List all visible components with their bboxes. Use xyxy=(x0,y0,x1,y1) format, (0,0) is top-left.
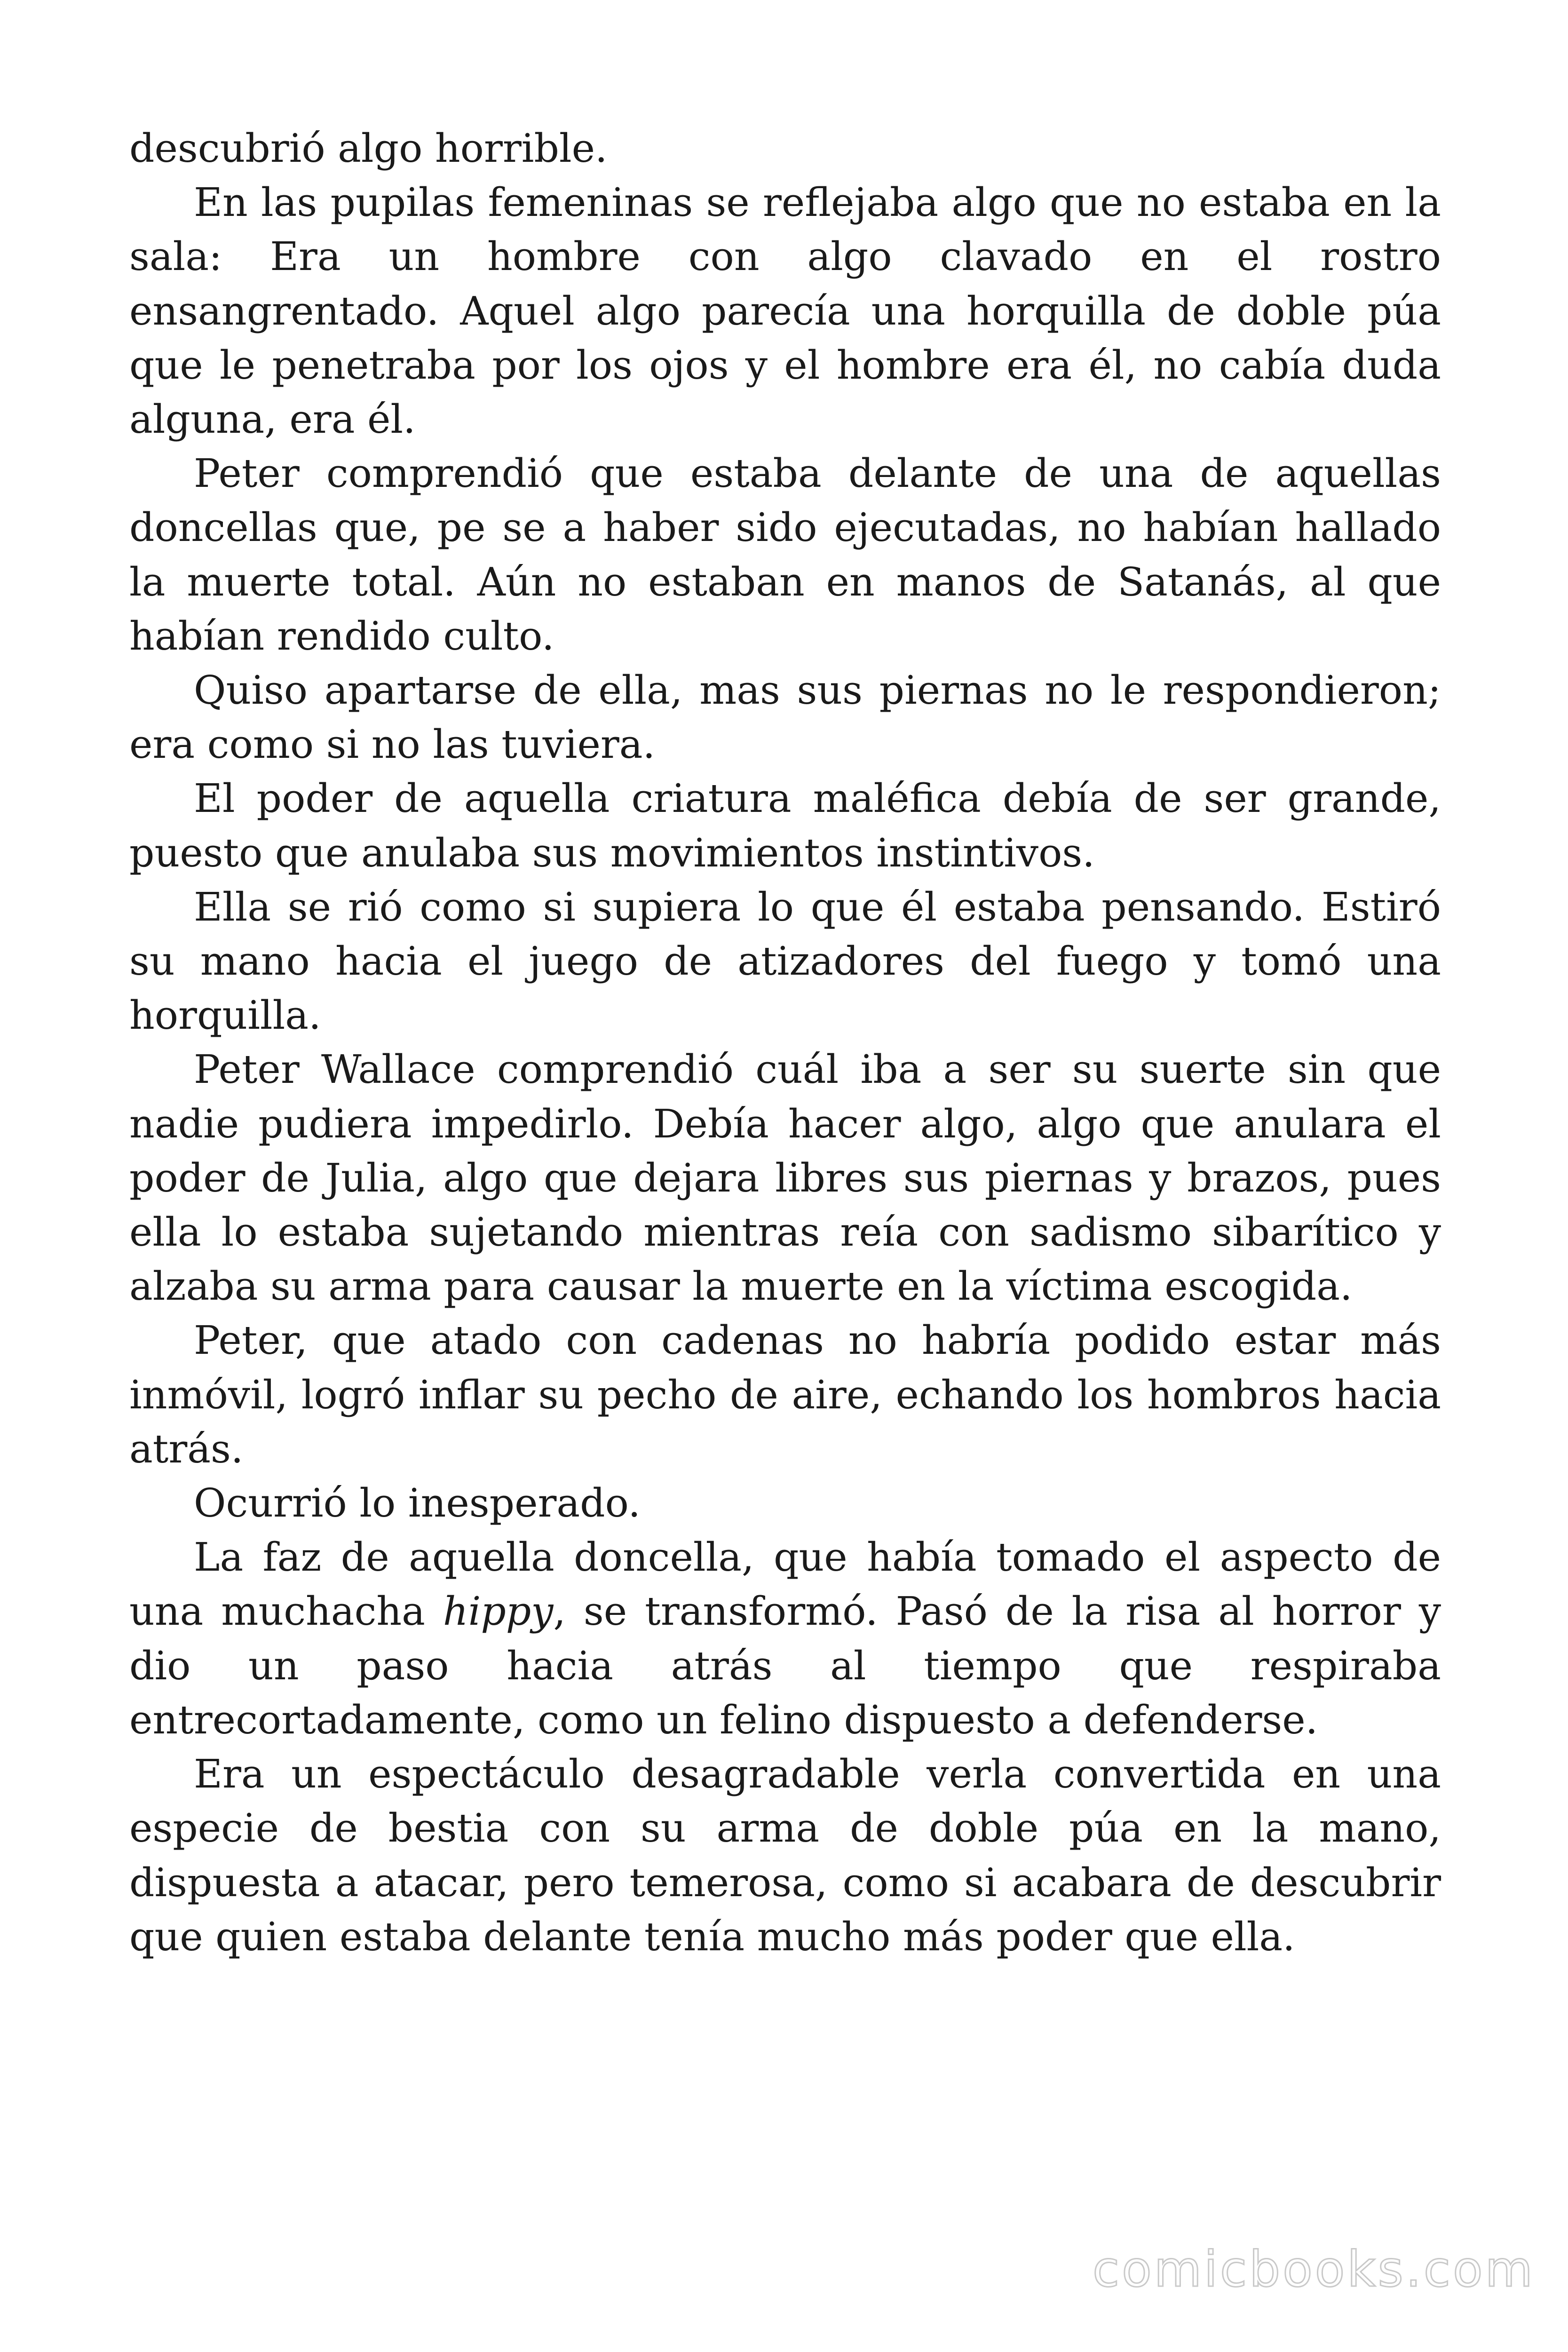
paragraph: El poder de aquella criatura maléfica debía de ser grande, puesto que anulaba sus movimientos instintivos. xyxy=(129,775,1441,876)
paragraph: Ocurrió lo inesperado. xyxy=(194,1480,641,1526)
paragraph: Era un espectáculo desagradable verla convertida en una especie de bestia con su arma de doble púa en la mano, dispuesta a atacar, pero temerosa, como si acabara de descubrir que quien estaba delante tenía mucho más poder que ella. xyxy=(129,1751,1441,1960)
paragraph: Peter comprendió que estaba delante de una de aquellas doncellas que, pe se a haber sido ejecutadas, no habían hallado la muerte total. Aún no estaban en manos de Satanás, al que habían rendido culto. xyxy=(129,450,1441,659)
paragraph: descubrió algo horrible. xyxy=(129,125,608,171)
paragraph: En las pupilas femeninas se reflejaba algo que no estaba en la sala: Era un hombre con algo clavado en el rostro ensangrentado. Aquel algo parecía una horquilla de doble púa que le penetraba por los ojos y el hombre era él, no cabía duda alguna, era él. xyxy=(129,179,1441,443)
paragraph-text: , se transformó. Pasó de la risa al horror y dio un paso hacia atrás al tiempo que respiraba entrecortadamente, como un felino dispuesto a defenderse. xyxy=(129,1588,1441,1743)
paragraph: Ella se rió como si supiera lo que él estaba pensando. Estiró su mano hacia el juego de atizadores del fuego y tomó una horquilla. xyxy=(129,883,1441,1039)
paragraph: Peter, que atado con cadenas no habría podido estar más inmóvil, logró inflar su pecho de aire, echando los hombros hacia atrás. xyxy=(129,1317,1441,1472)
paragraph-text: La faz de aquella doncella, que había tomado el aspecto de una muchacha xyxy=(129,1534,1441,1635)
paragraph-with-italic xyxy=(129,1530,1441,1747)
paragraph: Peter Wallace comprendió cuál iba a ser su suerte sin que nadie pudiera impedirlo. Debía hacer algo, algo que anulara el poder de Julia, algo que dejara libres sus piernas y brazos, pues ella lo estaba sujetando mientras reía con sadismo sibarítico y alzaba su arma para causar la muerte en la víctima escogida. xyxy=(129,1046,1441,1310)
italic-word: hippy xyxy=(443,1588,554,1635)
watermark: comicbooks.com xyxy=(1092,2241,1535,2298)
body-text xyxy=(129,121,1441,1964)
paragraph: Quiso apartarse de ella, mas sus piernas no le respondieron; era como si no las tuviera. xyxy=(129,667,1441,768)
